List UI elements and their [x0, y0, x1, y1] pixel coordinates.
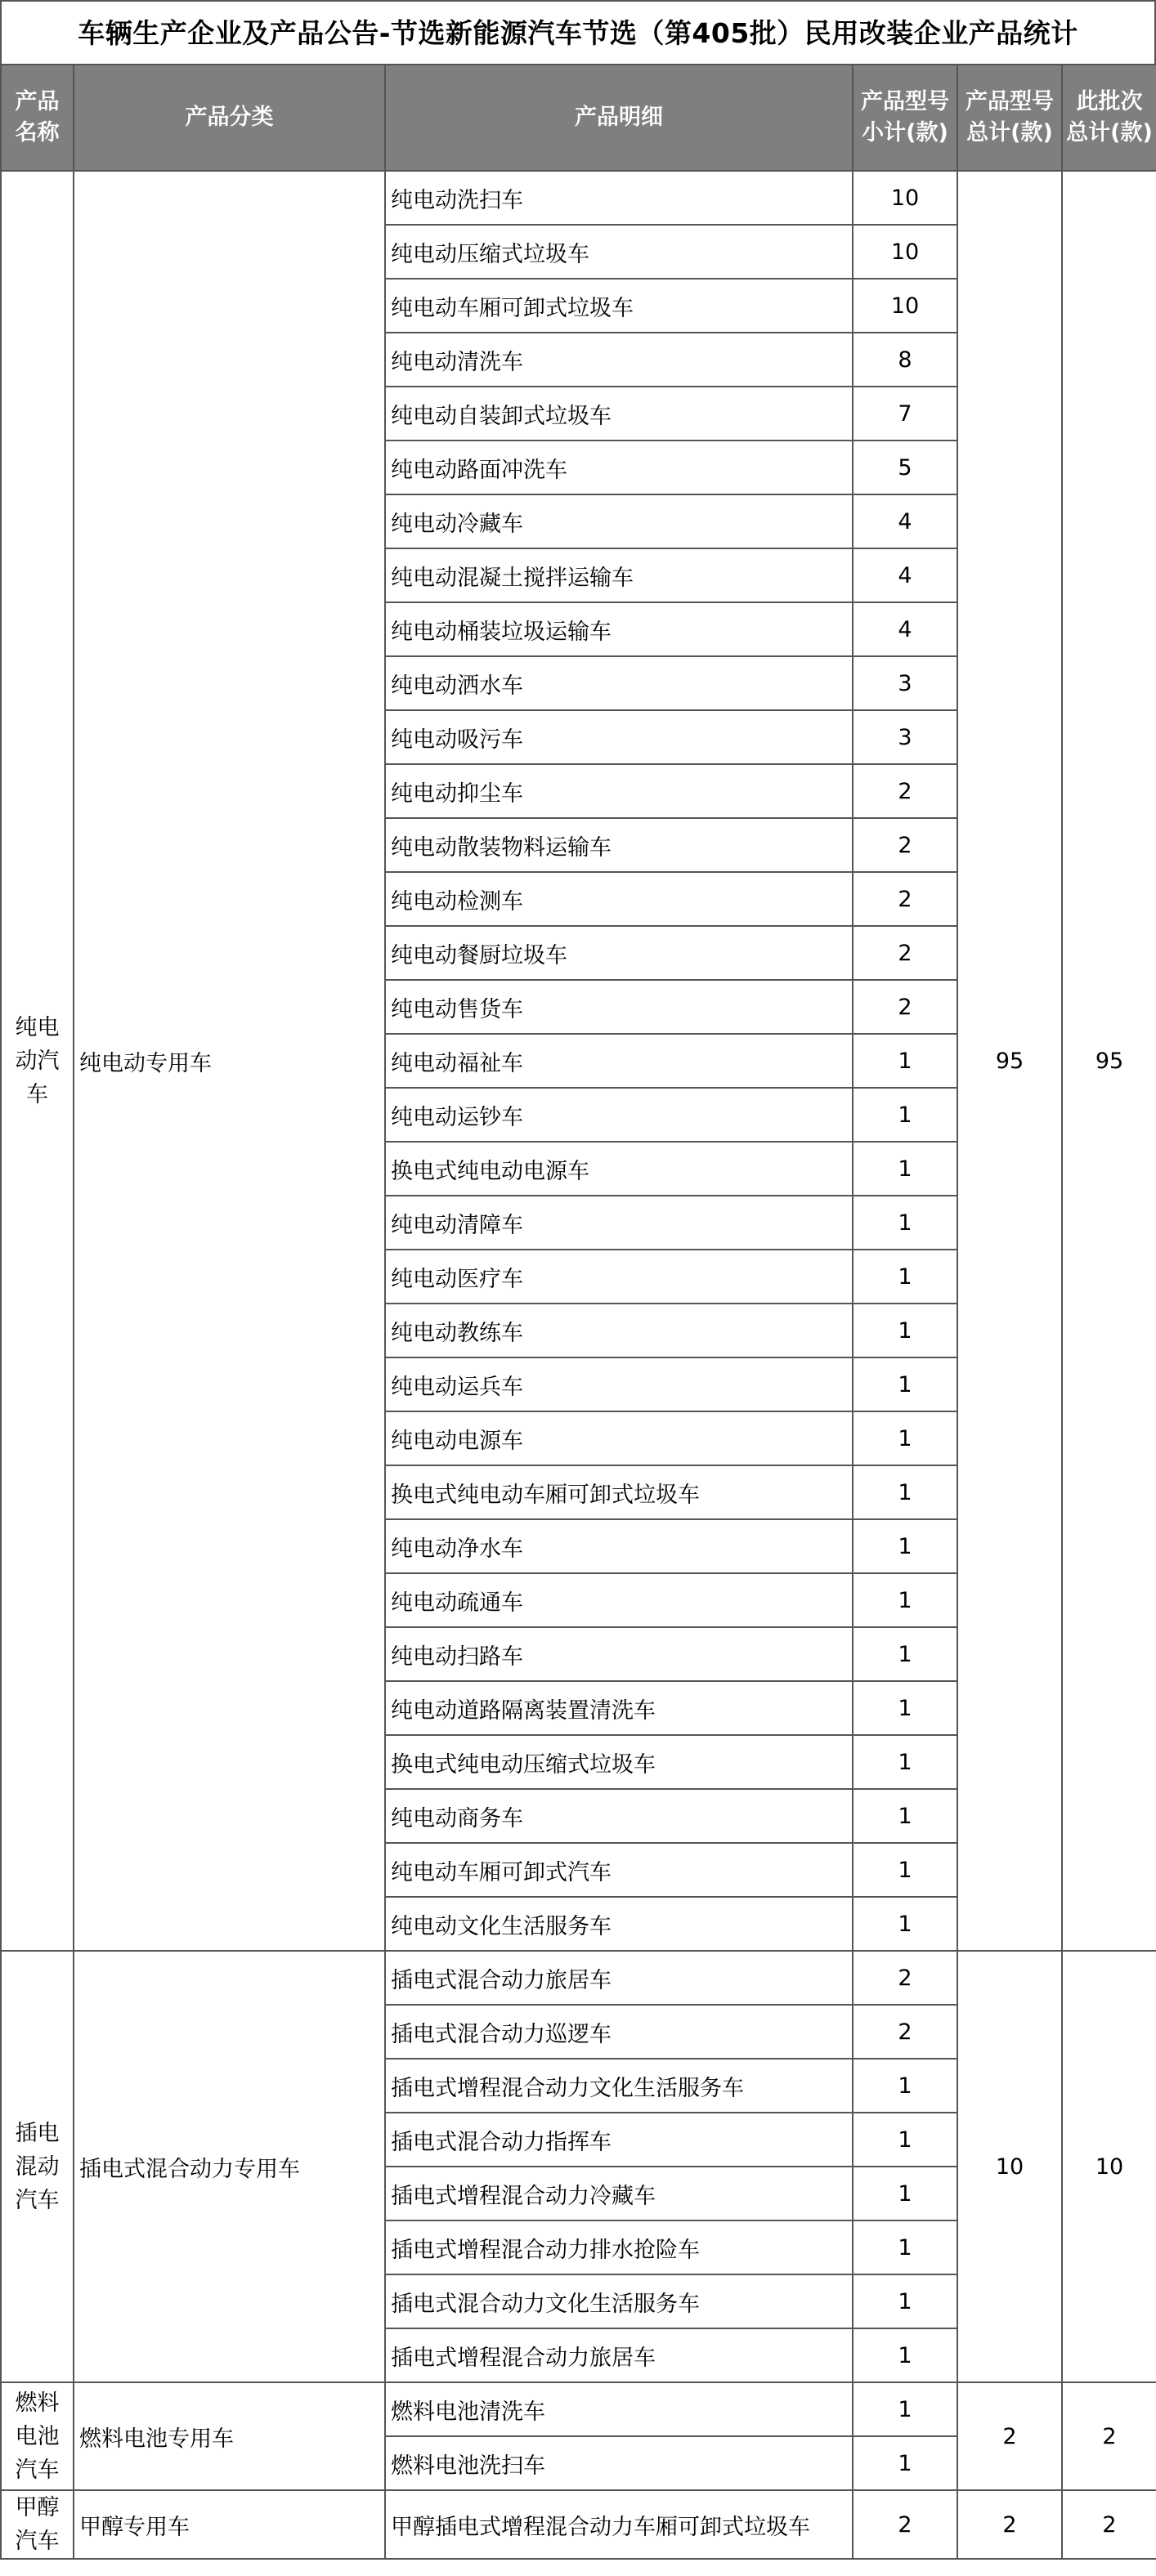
cell-detail: 纯电动运钞车 [385, 1088, 853, 1142]
cell-subtotal: 1 [853, 1627, 957, 1681]
cell-detail: 纯电动路面冲洗车 [385, 441, 853, 494]
cell-subtotal: 7 [853, 387, 957, 441]
cell-subtotal: 2 [853, 2490, 957, 2559]
cell-detail: 插电式混合动力指挥车 [385, 2113, 853, 2167]
cell-detail: 纯电动吸污车 [385, 710, 853, 764]
cell-subtotal: 1 [853, 1142, 957, 1196]
cell-detail: 纯电动福祉车 [385, 1034, 853, 1088]
cell-product-name: 燃料电池汽车 [1, 2382, 74, 2490]
cell-subtotal: 1 [853, 1357, 957, 1411]
table-body [1, 171, 1156, 2559]
table-row [1, 1951, 1156, 2005]
header-row [1, 65, 1156, 171]
cell-batch-total: 10 [1062, 1951, 1156, 2382]
cell-batch-total: 95 [1062, 171, 1156, 1951]
header-subtotal: 产品型号小计(款) [853, 65, 957, 171]
cell-total: 10 [957, 1951, 1062, 2382]
cell-detail: 纯电动车厢可卸式汽车 [385, 1843, 853, 1897]
cell-detail: 换电式纯电动电源车 [385, 1142, 853, 1196]
header-product-name: 产品名称 [1, 65, 74, 171]
cell-subtotal: 2 [853, 980, 957, 1034]
cell-detail: 纯电动清障车 [385, 1196, 853, 1250]
cell-subtotal: 1 [853, 1735, 957, 1789]
table-header [1, 65, 1156, 171]
cell-subtotal: 1 [853, 2220, 957, 2274]
cell-total: 2 [957, 2490, 1062, 2559]
cell-subtotal: 1 [853, 1411, 957, 1465]
cell-detail: 纯电动车厢可卸式垃圾车 [385, 279, 853, 333]
cell-detail: 纯电动检测车 [385, 872, 853, 926]
cell-subtotal: 1 [853, 2382, 957, 2436]
cell-subtotal: 1 [853, 1519, 957, 1573]
cell-detail: 纯电动运兵车 [385, 1357, 853, 1411]
cell-subtotal: 10 [853, 225, 957, 279]
cell-subtotal: 1 [853, 1034, 957, 1088]
cell-total: 2 [957, 2382, 1062, 2490]
cell-subtotal: 1 [853, 1573, 957, 1627]
cell-detail: 插电式混合动力旅居车 [385, 1951, 853, 2005]
cell-detail: 纯电动净水车 [385, 1519, 853, 1573]
cell-subtotal: 4 [853, 548, 957, 602]
cell-subtotal: 10 [853, 171, 957, 225]
cell-detail: 纯电动散装物料运输车 [385, 818, 853, 872]
cell-subtotal: 1 [853, 2167, 957, 2220]
cell-subtotal: 2 [853, 764, 957, 818]
cell-detail: 燃料电池清洗车 [385, 2382, 853, 2436]
cell-subtotal: 1 [853, 1465, 957, 1519]
cell-detail: 插电式增程混合动力冷藏车 [385, 2167, 853, 2220]
cell-detail: 纯电动文化生活服务车 [385, 1897, 853, 1951]
cell-batch-total: 2 [1062, 2490, 1156, 2559]
cell-subtotal: 1 [853, 1250, 957, 1304]
header-category: 产品分类 [74, 65, 385, 171]
cell-subtotal: 2 [853, 926, 957, 980]
cell-subtotal: 3 [853, 656, 957, 710]
cell-detail: 甲醇插电式增程混合动力车厢可卸式垃圾车 [385, 2490, 853, 2559]
cell-detail: 纯电动道路隔离装置清洗车 [385, 1681, 853, 1735]
cell-subtotal: 1 [853, 1304, 957, 1357]
cell-detail: 插电式增程混合动力文化生活服务车 [385, 2059, 853, 2113]
cell-subtotal: 1 [853, 2059, 957, 2113]
cell-detail: 纯电动餐厨垃圾车 [385, 926, 853, 980]
cell-detail: 纯电动医疗车 [385, 1250, 853, 1304]
cell-category: 燃料电池专用车 [74, 2382, 385, 2490]
cell-detail: 纯电动混凝土搅拌运输车 [385, 548, 853, 602]
header-detail: 产品明细 [385, 65, 853, 171]
cell-detail: 纯电动扫路车 [385, 1627, 853, 1681]
cell-subtotal: 1 [853, 1681, 957, 1735]
table-row [1, 2490, 1156, 2559]
cell-subtotal: 5 [853, 441, 957, 494]
product-stats-table [0, 64, 1156, 2560]
cell-detail: 纯电动压缩式垃圾车 [385, 225, 853, 279]
cell-subtotal: 10 [853, 279, 957, 333]
cell-batch-total: 2 [1062, 2382, 1156, 2490]
cell-subtotal: 1 [853, 1843, 957, 1897]
cell-detail: 换电式纯电动车厢可卸式垃圾车 [385, 1465, 853, 1519]
cell-subtotal: 1 [853, 2113, 957, 2167]
cell-total: 95 [957, 171, 1062, 1951]
cell-detail: 插电式混合动力巡逻车 [385, 2005, 853, 2059]
cell-subtotal: 2 [853, 1951, 957, 2005]
cell-detail: 换电式纯电动压缩式垃圾车 [385, 1735, 853, 1789]
cell-subtotal: 1 [853, 1196, 957, 1250]
cell-detail: 插电式增程混合动力排水抢险车 [385, 2220, 853, 2274]
cell-detail: 纯电动冷藏车 [385, 494, 853, 548]
cell-product-name: 甲醇汽车 [1, 2490, 74, 2559]
cell-subtotal: 1 [853, 2274, 957, 2328]
cell-detail: 纯电动售货车 [385, 980, 853, 1034]
cell-detail: 插电式增程混合动力旅居车 [385, 2328, 853, 2382]
cell-product-name: 纯电动汽车 [1, 171, 74, 1951]
cell-subtotal: 2 [853, 2005, 957, 2059]
cell-subtotal: 4 [853, 494, 957, 548]
cell-subtotal: 3 [853, 710, 957, 764]
cell-category: 甲醇专用车 [74, 2490, 385, 2559]
cell-detail: 纯电动清洗车 [385, 333, 853, 387]
cell-subtotal: 8 [853, 333, 957, 387]
cell-detail: 燃料电池洗扫车 [385, 2436, 853, 2490]
cell-subtotal: 1 [853, 1897, 957, 1951]
cell-subtotal: 4 [853, 602, 957, 656]
cell-category: 纯电动专用车 [74, 171, 385, 1951]
cell-product-name: 插电混动汽车 [1, 1951, 74, 2382]
cell-detail: 纯电动桶装垃圾运输车 [385, 602, 853, 656]
header-batch-total: 此批次总计(款) [1062, 65, 1156, 171]
cell-subtotal: 1 [853, 1789, 957, 1843]
cell-subtotal: 1 [853, 2328, 957, 2382]
cell-detail: 纯电动疏通车 [385, 1573, 853, 1627]
cell-detail: 纯电动电源车 [385, 1411, 853, 1465]
cell-detail: 纯电动教练车 [385, 1304, 853, 1357]
page-title: 车辆生产企业及产品公告-节选新能源汽车节选（第405批）民用改装企业产品统计 [0, 0, 1156, 64]
cell-subtotal: 1 [853, 2436, 957, 2490]
cell-category: 插电式混合动力专用车 [74, 1951, 385, 2382]
cell-detail: 纯电动抑尘车 [385, 764, 853, 818]
cell-detail: 纯电动洗扫车 [385, 171, 853, 225]
table-row [1, 171, 1156, 225]
cell-subtotal: 2 [853, 818, 957, 872]
cell-detail: 纯电动自装卸式垃圾车 [385, 387, 853, 441]
cell-subtotal: 1 [853, 1088, 957, 1142]
cell-detail: 纯电动洒水车 [385, 656, 853, 710]
table-row [1, 2382, 1156, 2436]
cell-detail: 插电式混合动力文化生活服务车 [385, 2274, 853, 2328]
header-total: 产品型号总计(款) [957, 65, 1062, 171]
cell-subtotal: 2 [853, 872, 957, 926]
cell-detail: 纯电动商务车 [385, 1789, 853, 1843]
